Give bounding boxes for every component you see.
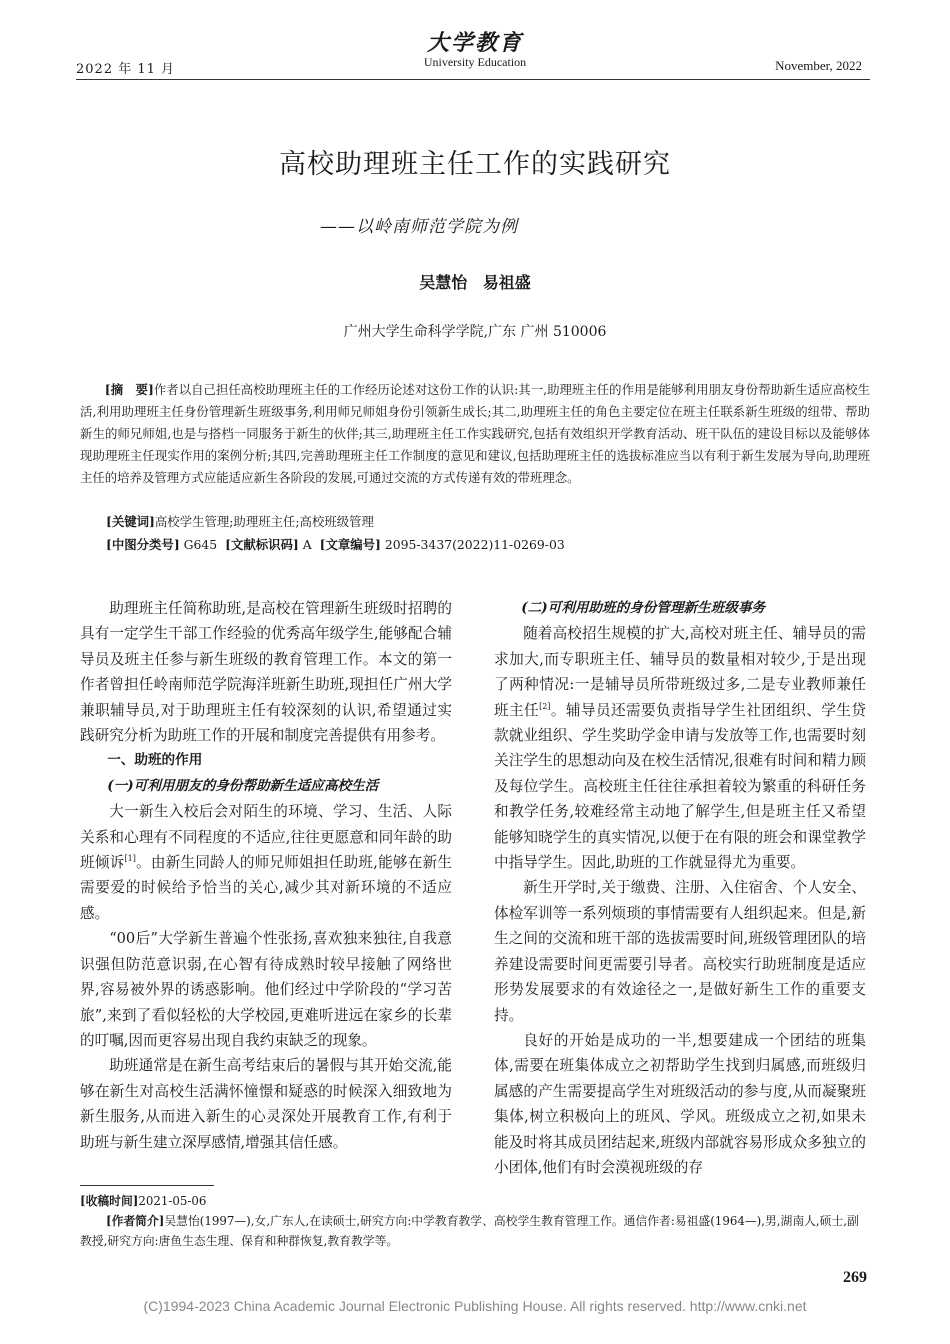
subsection-heading: (一)可利用朋友的身份帮助新生适应高校生活 (107, 777, 379, 794)
journal-name-en: University Education (423, 55, 527, 69)
journal-logo: 大学教育 (426, 30, 523, 56)
body-paragraph: 新生开学时,关于缴费、注册、入住宿舍、个人安全、体检军训等一系列烦琐的事情需要有人组织起来。但是,新生之间的交流和班干部的选拔需要时间,班级管理团队的培养建设需要时间更需要引导者。高校实行助班制度是适应形势发展要求的有效途径之一,是做好新生工作的重要支持。 (494, 879, 866, 1024)
received-label: [收稿时间] (80, 1194, 139, 1208)
subsection-heading: (二)可利用助班的身份管理新生班级事务 (521, 600, 766, 616)
abstract-text: 作者以自己担任高校助理班主任的工作经历论述对这份工作的认识:其一,助理班主任的作用是能够利用朋友身份帮助新生适应高校生活,利用助理班主任身份管理新生班级事务,利用师兄师姐身份引领新生成长;其二,助理班主任的角色主要定位在班主任联系新生班级的纽带、帮助新生的师兄师姐,也是与搭档一同服务于新生的伙伴;其三,助理班主任工作实践研究,包括有效组织开学教育活动、班干队伍的建设目标以及能够体现助理班主任现实作用的案例分析;其四,完善助理班主任工作制度的意见和建议,包括助理班主任的选拔标准应当以有利于新生发展为导向,助理班主任的培养及管理方式应能适应新生各阶段的发展,可通过交流的方式传递有效的带班理念。 (80, 382, 870, 485)
body-text: 随着高校招生规模的扩大,高校对班主任、辅导员的需求加大,而专职班主任、辅导员的数量相对较少,于是出现了两种情况:一是辅导员所带班级过多,二是专业教师兼任班主任 (494, 625, 866, 719)
keywords-text: 高校学生管理;助理班主任;高校班级管理 (154, 514, 374, 529)
footnote-author-bio (80, 1211, 870, 1251)
article-number-value: 2095-3437(2022)11-0269-03 (384, 537, 565, 552)
article-number-label: [文章编号] (319, 537, 381, 552)
header-rule (76, 79, 870, 80)
footnote-rule (80, 1185, 214, 1186)
copyright-line: (C)1994-2023 China Academic Journal Electronic Publishing House. All rights reserved. http://www.cnki.net (143, 1298, 807, 1314)
article-affiliation: 广州大学生命科学学院,广东 广州 510006 (343, 324, 607, 340)
clc-value: G645 (183, 537, 218, 552)
body-text: 。辅导员还需要负责指导学生社团组织、学生贷款就业组织、学生奖助学金申请与发放等工作,也需要时刻关注学生的思想动向及在校生活情况,很难有时间和精力顾及每位学生。高校班主任往往承担着较为繁重的科研任务和教学任务,较难经常主动地了解学生,但是班主任又希望能够知晓学生的真实情况,以便于在有限的班会和课堂教学中指导学生。因此,助班的工作就显得尤为重要。 (494, 701, 866, 872)
header-date-en: November, 2022 (775, 58, 862, 73)
keywords-label: [关键词] (106, 514, 155, 529)
body-paragraph (80, 799, 452, 926)
body-text: 大一新生入校后会对陌生的环境、学习、生活、人际关系和心理有不同程度的不适应,往往更愿意和同年龄的助班倾诉 (80, 803, 452, 872)
body-paragraph: 助理班主任简称助班,是高校在管理新生班级时招聘的具有一定学生干部工作经验的优秀高年级学生,能够配合辅导员及班主任参与新生班级的教育管理工作。本文的第一作者曾担任岭南师范学院海洋班新生助班,现担任广州大学兼职辅导员,对于助理班主任有较深刻的认识,希望通过实践研究分析为助班工作的开展和制度完善提供有用参考。 (80, 600, 452, 745)
body-paragraph (494, 621, 866, 875)
body-text: 。由新生同龄人的师兄师姐担任助班,能够在新生需要爱的时候给予恰当的关心,减少其对新环境的不适应感。 (80, 854, 452, 922)
footnote-received (80, 1191, 870, 1211)
received-date: 2021-05-06 (138, 1194, 207, 1208)
body-column-left (80, 596, 452, 1155)
body-paragraph: “00后”大学新生普遍个性张扬,喜欢独来独往,自我意识强但防范意识弱,在心智有待成熟时较早接触了网络世界,容易被外界的诱惑影响。他们经过中学阶段的“学习苦旅”,来到了看似轻松的大学校园,更难听进远在家乡的长辈的叮嘱,因而更容易出现自我约束缺乏的现象。 (80, 930, 452, 1049)
bio-text: 吴慧怡(1997—),女,广东人,在读硕士,研究方向:中学教育教学、高校学生教育管理工作。通信作者:易祖盛(1964—),男,湖南人,硕士,副教授,研究方向:唐鱼生态生理、保育和种群恢复,教育教学等。 (80, 1214, 859, 1248)
classification-line (106, 535, 866, 553)
body-paragraph: 良好的开始是成功的一半,想要建成一个团结的班集体,需要在班集体成立之初帮助学生找到归属感,而班级归属感的产生需要提高学生对班级活动的参与度,从而凝聚班集体,树立积极向上的班风、学风。班级成立之初,如果未能及时将其成员团结起来,班级内部就容易形成众多独立的小团体,他们有时会漠视班级的存 (494, 1031, 866, 1176)
article-title: 高校助理班主任工作的实践研究 (279, 149, 671, 180)
article-subtitle: ——以岭南师范学院为例 (320, 217, 518, 237)
page-number: 269 (843, 1269, 867, 1286)
header-date-cn: 2022 年 11 月 (76, 62, 176, 77)
doc-code-value: A (302, 537, 312, 552)
abstract-label: [摘 要] (104, 382, 154, 397)
clc-label: [中图分类号] (106, 537, 180, 552)
body-column-right (494, 596, 866, 1180)
article-authors: 吴慧怡 易祖盛 (419, 273, 531, 292)
citation-ref: [2] (539, 701, 551, 711)
citation-ref: [1] (124, 854, 136, 864)
bio-label: [作者简介] (106, 1214, 165, 1228)
doc-code-label: [文献标识码] (225, 537, 299, 552)
abstract (80, 379, 870, 489)
keywords (106, 512, 866, 530)
section-heading: 一、助班的作用 (107, 752, 203, 769)
body-paragraph: 助班通常是在新生高考结束后的暑假与其开始交流,能够在新生对高校生活满怀憧憬和疑惑的时候深入细致地为新生服务,从而进入新生的心灵深处开展教育工作,有利于助班与新生建立深厚感情,增强其信任感。 (80, 1057, 452, 1151)
